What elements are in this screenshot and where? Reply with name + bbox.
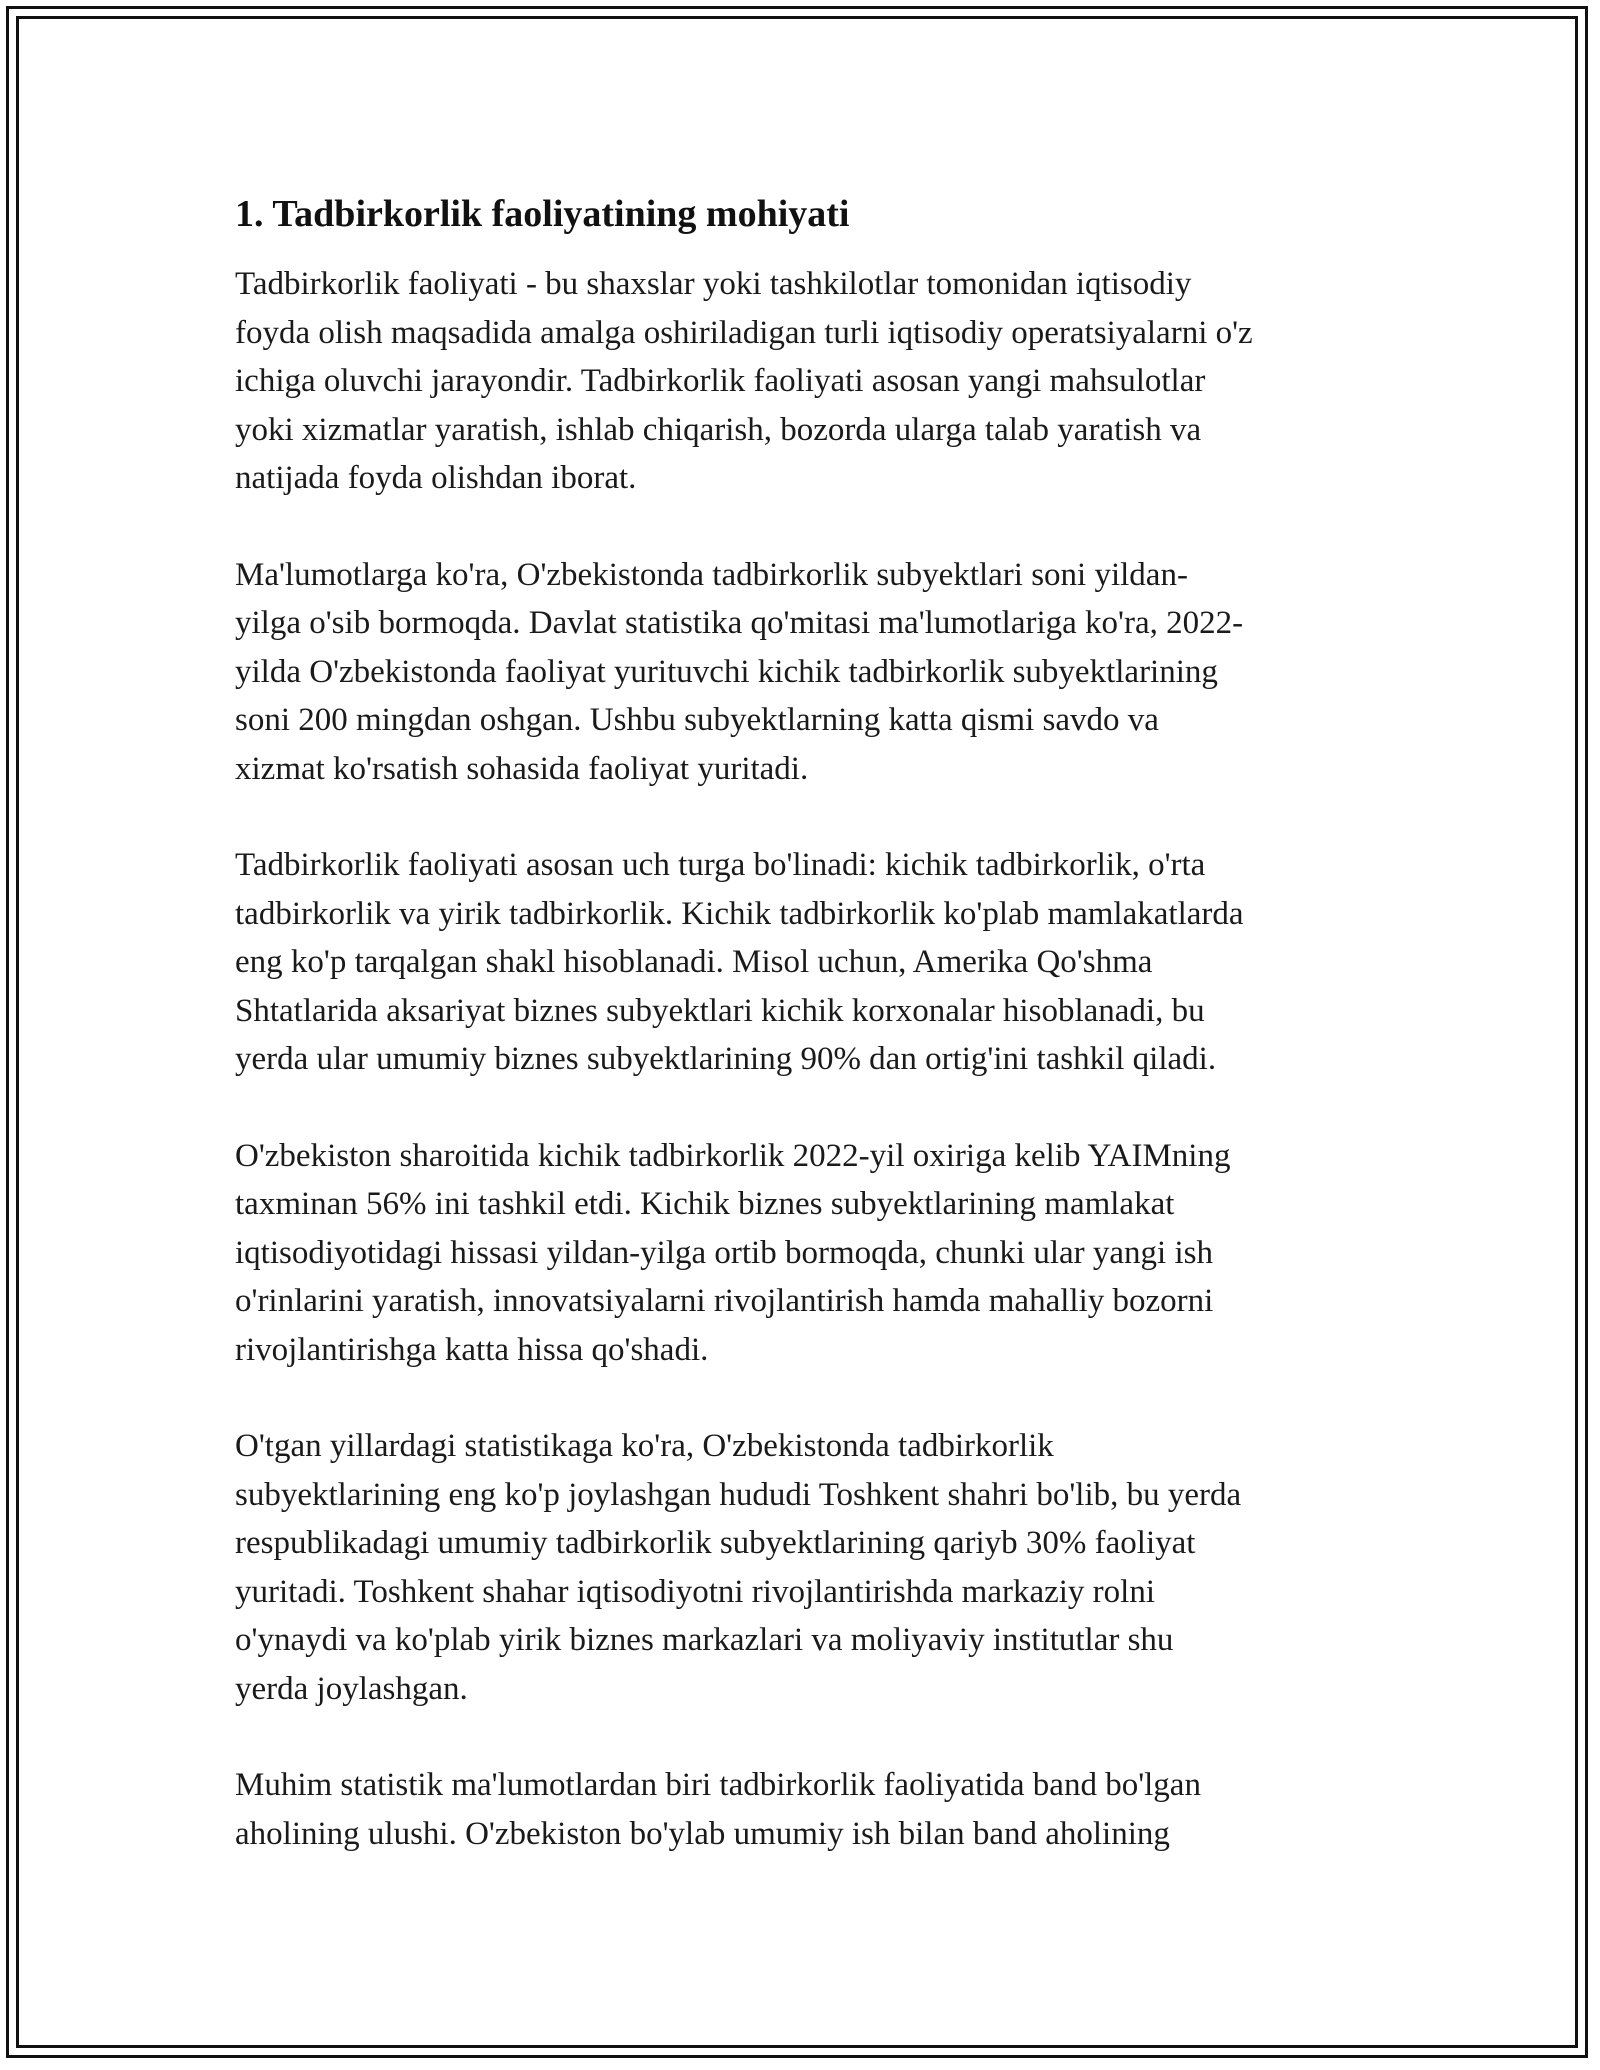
paragraph-6	[235, 1761, 1375, 1858]
text-line: Shtatlarida aksariyat biznes subyektlari kichik korxonalar hisoblanadi, bu	[235, 992, 1205, 1029]
paragraph-1	[235, 260, 1375, 503]
text-line: Tadbirkorlik faoliyati asosan uch turga bo'linadi: kichik tadbirkorlik, o'rta	[235, 847, 1206, 883]
text-line: yuritadi. Toshkent shahar iqtisodiyotni rivojlantirishda markaziy rolni	[235, 1573, 1156, 1610]
section-title: 1. Tadbirkorlik faoliyatining mohiyati	[235, 193, 850, 235]
text-line: Tadbirkorlik faoliyati - bu shaxslar yoki tashkilotlar tomonidan iqtisodiy	[235, 266, 1192, 302]
text-line: subyektlarining eng ko'p joylashgan hududi Toshkent shahri bo'lib, bu yerda	[235, 1476, 1242, 1513]
paragraph-3	[235, 841, 1375, 1084]
text-line: rivojlantirishga katta hissa qo'shadi.	[235, 1331, 709, 1368]
document-page	[235, 190, 1375, 1906]
text-line: respublikadagi umumiy tadbirkorlik subyektlarining qariyb 30% faoliyat	[235, 1525, 1196, 1561]
text-line: tadbirkorlik va yirik tadbirkorlik. Kichik tadbirkorlik ko'plab mamlakatlarda	[235, 895, 1244, 932]
paragraph-4	[235, 1132, 1375, 1375]
text-line: foyda olish maqsadida amalga oshiriladigan turli iqtisodiy operatsiyalarni o'z	[235, 314, 1253, 351]
text-line: taxminan 56% ini tashkil etdi. Kichik biznes subyektlarining mamlakat	[235, 1186, 1175, 1222]
text-line: aholining ulushi. O'zbekiston bo'ylab umumiy ish bilan band aholining	[235, 1815, 1170, 1852]
text-line: yilda O'zbekistonda faoliyat yurituvchi kichik tadbirkorlik subyektlarining	[235, 653, 1218, 690]
text-line: xizmat ko'rsatish sohasida faoliyat yuritadi.	[235, 750, 809, 787]
text-line: Muhim statistik ma'lumotlardan biri tadbirkorlik faoliyatida band bo'lgan	[235, 1767, 1201, 1803]
paragraph-2	[235, 551, 1375, 794]
text-line: O'zbekiston sharoitida kichik tadbirkorlik 2022-yil oxiriga kelib YAIMning	[235, 1137, 1231, 1174]
paragraph-5	[235, 1422, 1375, 1713]
text-line: iqtisodiyotidagi hissasi yildan-yilga ortib bormoqda, chunki ular yangi ish	[235, 1234, 1213, 1271]
text-line: O'tgan yillardagi statistikaga ko'ra, O'zbekistonda tadbirkorlik	[235, 1428, 1054, 1464]
text-line: o'ynaydi va ko'plab yirik biznes markazlari va moliyaviy institutlar shu	[235, 1622, 1174, 1658]
text-line: yilga o'sib bormoqda. Davlat statistika qo'mitasi ma'lumotlariga ko'ra, 2022-	[235, 605, 1244, 641]
text-line: Ma'lumotlarga ko'ra, O'zbekistonda tadbirkorlik subyektlari soni yildan-	[235, 556, 1188, 593]
text-line: soni 200 mingdan oshgan. Ushbu subyektlarning katta qismi savdo va	[235, 702, 1159, 738]
text-line: yerda ular umumiy biznes subyektlarining 90% dan ortig'ini tashkil qiladi.	[235, 1041, 1217, 1077]
text-line: ichiga oluvchi jarayondir. Tadbirkorlik faoliyati asosan yangi mahsulotlar	[235, 363, 1206, 399]
text-line: yoki xizmatlar yaratish, ishlab chiqarish, bozorda ularga talab yaratish va	[235, 411, 1202, 448]
text-line: yerda joylashgan.	[235, 1670, 468, 1707]
text-line: eng ko'p tarqalgan shakl hisoblanadi. Misol uchun, Amerika Qo'shma	[235, 944, 1153, 980]
text-line: o'rinlarini yaratish, innovatsiyalarni rivojlantirish hamda mahalliy bozorni	[235, 1283, 1214, 1319]
text-line: natijada foyda olishdan iborat.	[235, 460, 637, 496]
